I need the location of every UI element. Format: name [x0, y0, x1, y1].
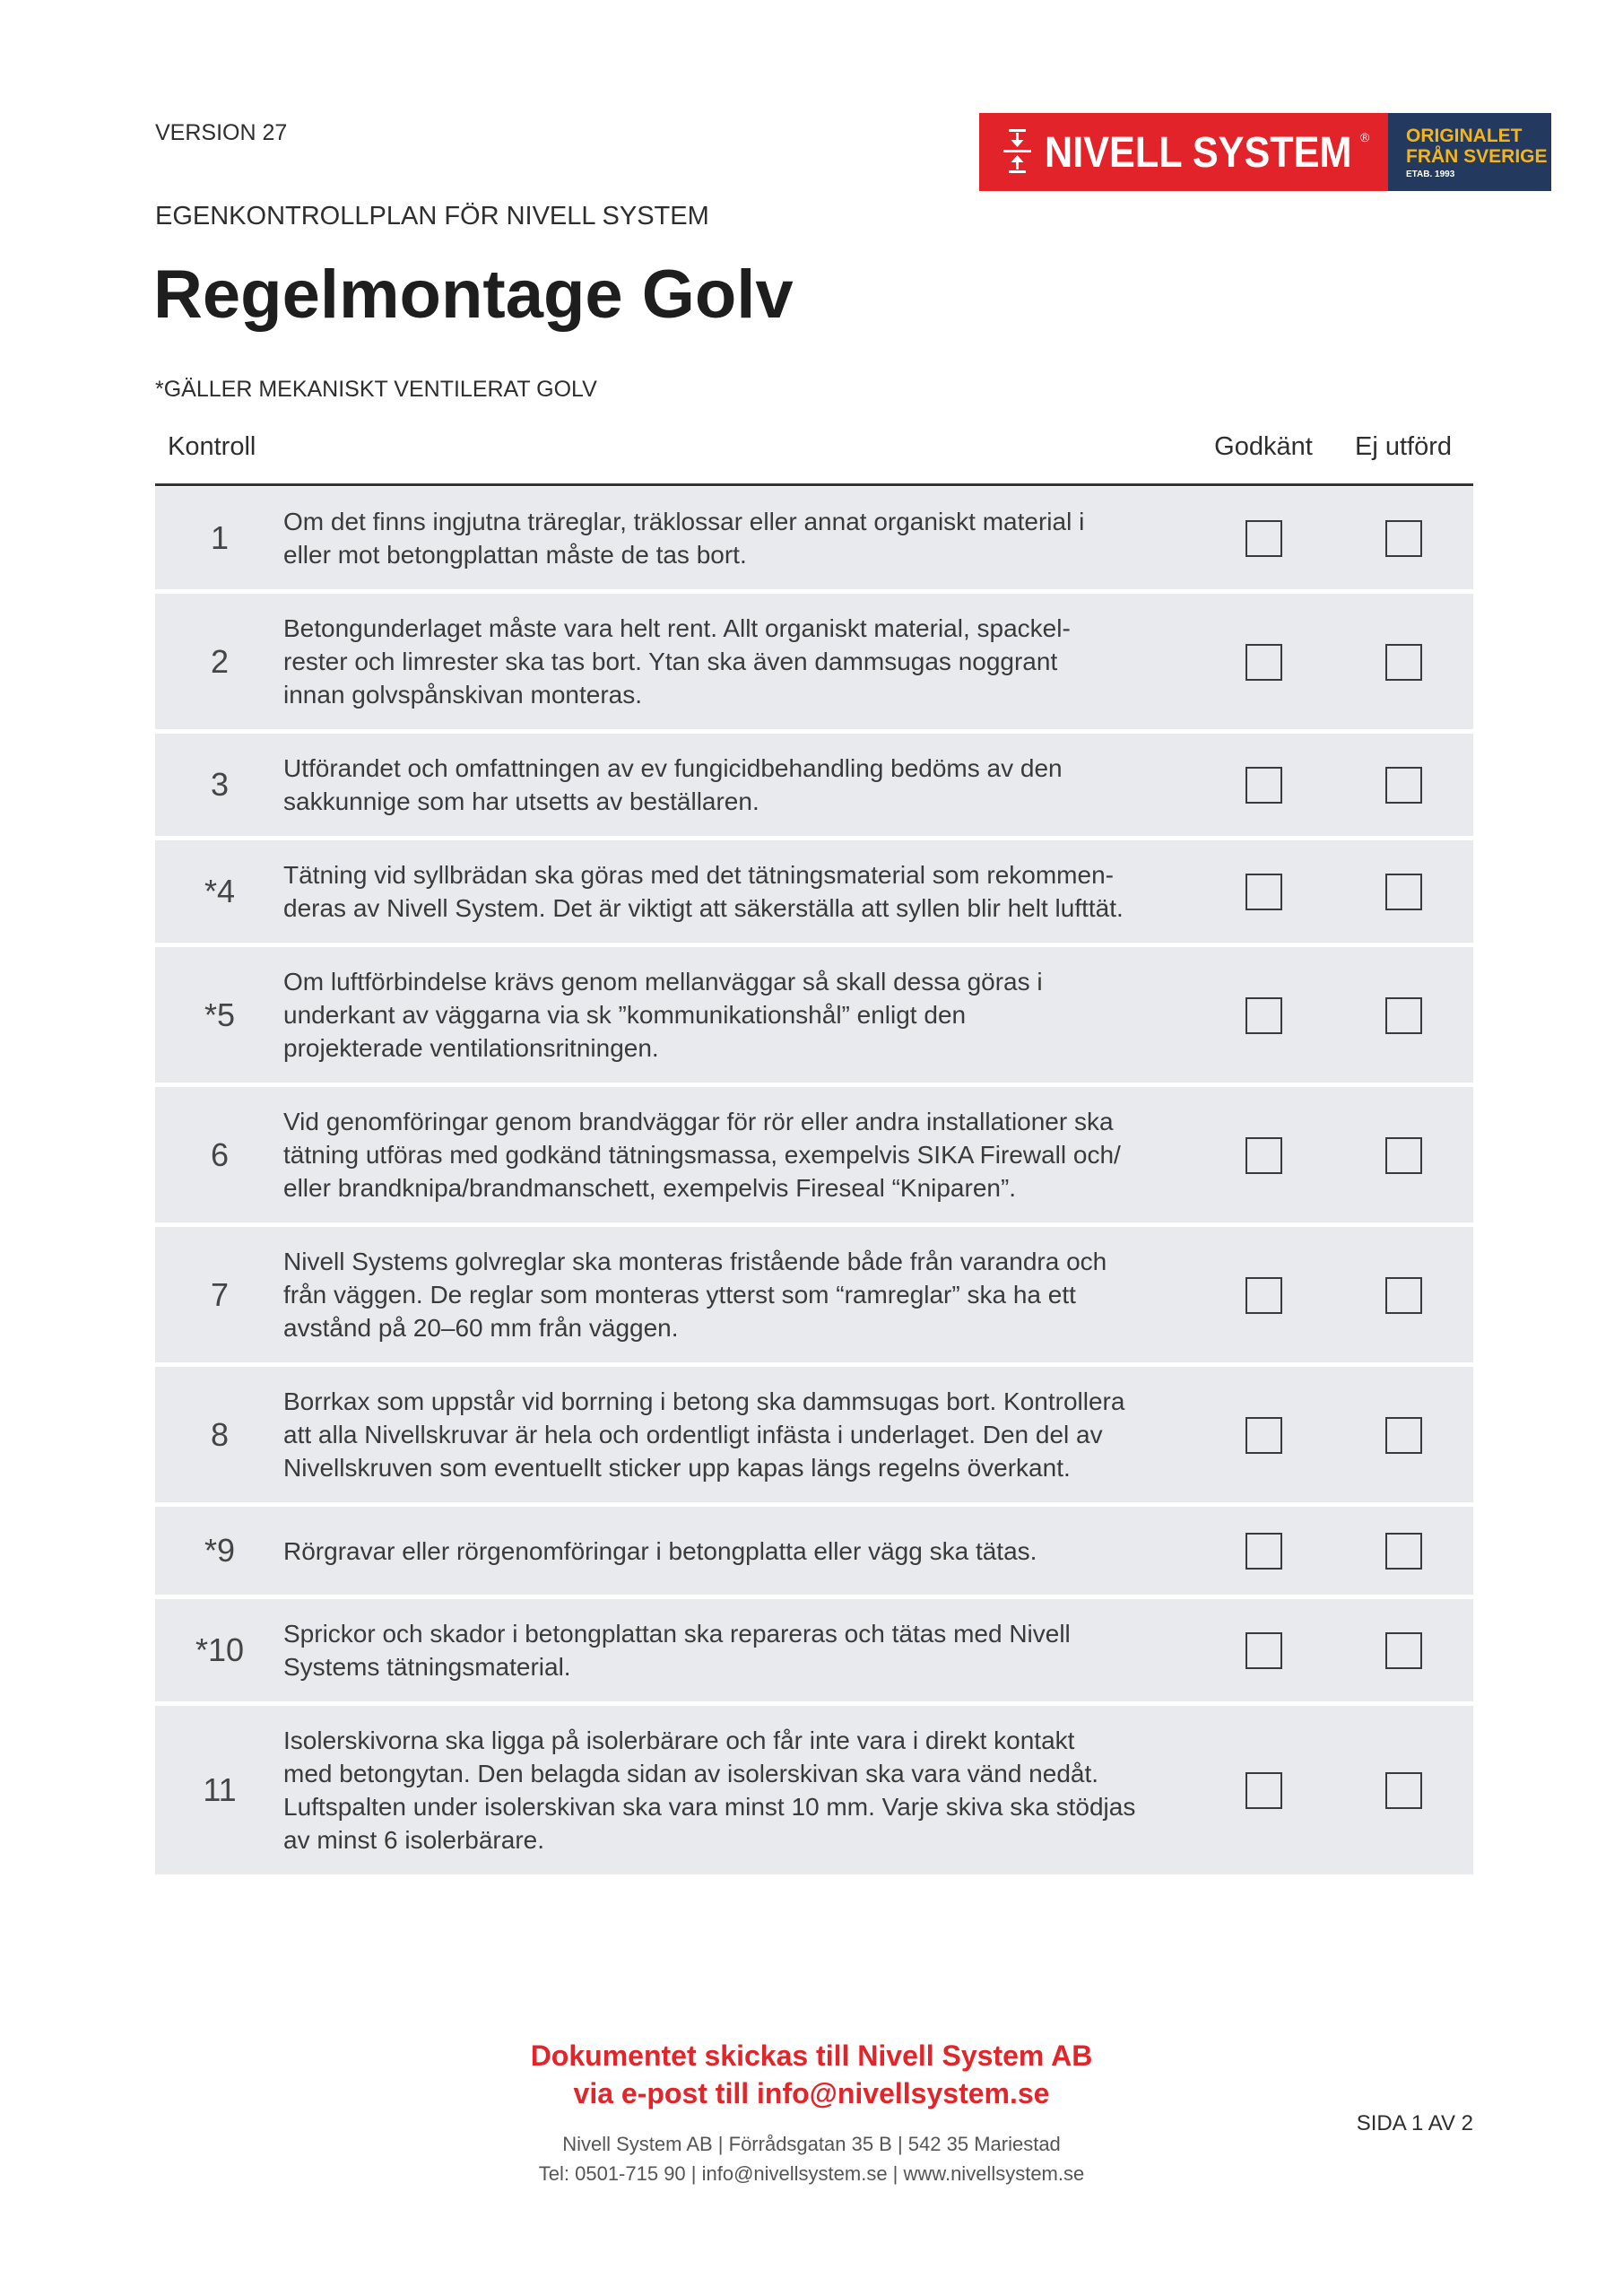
row-number: *5	[204, 996, 236, 1033]
row-text: Nivell Systems golvreglar ska monteras fristående både från varandra och från väggen. De reglar som monteras ytterst som “ramreglar” ska ha ett avstånd på 20–60 mm från väggen.	[283, 1248, 1107, 1342]
approved-checkbox[interactable]	[1245, 874, 1282, 910]
not-done-checkbox[interactable]	[1385, 1417, 1422, 1454]
logo-origin-panel	[1388, 113, 1551, 191]
row-text: Om luftförbindelse krävs genom mellanväggar så skall dessa göras i underkant av väggarna via sk ”kommunikationshål” enligt den projekterade ventilationsritningen.	[283, 968, 1043, 1062]
row-text: Rörgravar eller rörgenomföringar i betongplatta eller vägg ska tätas.	[283, 1536, 1037, 1565]
row-number: 3	[210, 766, 230, 803]
row-number: 1	[210, 519, 230, 556]
not-done-checkbox[interactable]	[1385, 1137, 1422, 1174]
approved-checkbox[interactable]	[1245, 1137, 1282, 1174]
column-header-not-done: Ej utförd	[1355, 432, 1452, 461]
logo-tagline-1: ORIGINALET	[1406, 126, 1523, 146]
not-done-checkbox[interactable]	[1385, 1533, 1422, 1570]
checklist-row	[155, 594, 1473, 729]
row-number: *4	[204, 873, 236, 909]
row-text: Tätning vid syllbrädan ska göras med det tätningsmaterial som rekommen- deras av Nivell System. Det är viktigt att säkerställa att syllen blir helt lufttät.	[283, 861, 1124, 922]
footer-address: Nivell System AB | Förrådsgatan 35 B | 542 35 Mariestad	[562, 2133, 1061, 2155]
row-text: Isolerskivorna ska ligga på isolerbärare och får inte vara i direkt kontakt med betongytan. Den belagda sidan av isolerskivan ska vara vänd nedåt. Luftspalten under isolerskivan ska vara minst 10 mm. Varje skiva ska stödjas av minst 6 isolerbärare.	[283, 1726, 1136, 1854]
row-text: Borrkax som uppstår vid borrning i betong ska dammsugas bort. Kontrollera att alla Nivellskruvar är hela och ordentligt infästa i underlaget. Den del av Nivellskruven som eventuellt sticker upp kapas längs regelns överkant.	[283, 1387, 1125, 1482]
approved-checkbox[interactable]	[1245, 1277, 1282, 1314]
approved-checkbox[interactable]	[1245, 520, 1282, 557]
not-done-checkbox[interactable]	[1385, 1277, 1422, 1314]
not-done-checkbox[interactable]	[1385, 767, 1422, 804]
submit-instructions-line-2: via e-post till info@nivellsystem.se	[573, 2077, 1050, 2109]
row-number: 6	[210, 1135, 230, 1173]
checklist-row	[155, 1507, 1473, 1595]
row-number: 2	[210, 642, 230, 680]
checklist-row	[155, 1599, 1473, 1701]
approved-checkbox[interactable]	[1245, 1772, 1282, 1809]
row-text: Om det finns ingjutna träreglar, träklossar eller annat organiskt material i eller mot betongplattan måste de tas bort.	[283, 508, 1085, 569]
approved-checkbox[interactable]	[1245, 1533, 1282, 1570]
registered-mark: ®	[1360, 130, 1370, 144]
checklist-row	[155, 1367, 1473, 1502]
row-text: Sprickor och skador i betongplattan ska repareras och tätas med Nivell Systems tätningsmaterial.	[283, 1620, 1071, 1681]
not-done-checkbox[interactable]	[1385, 520, 1422, 557]
logo-tagline-2: FRÅN SVERIGE	[1406, 146, 1548, 167]
checklist-row	[155, 840, 1473, 943]
row-number: *9	[204, 1532, 236, 1569]
page-number: SIDA 1 AV 2	[1356, 2111, 1473, 2135]
not-done-checkbox[interactable]	[1385, 644, 1422, 681]
logo-established: ETAB. 1993	[1406, 170, 1455, 179]
row-number: 7	[210, 1275, 230, 1313]
ventilated-floor-note: *GÄLLER MEKANISKT VENTILERAT GOLV	[155, 377, 597, 402]
approved-checkbox[interactable]	[1245, 767, 1282, 804]
nivell-system-logo	[979, 113, 1551, 191]
checklist-row	[155, 487, 1473, 589]
row-text: Betongunderlaget måste vara helt rent. Allt organiskt material, spackel- rester och limrester ska tas bort. Ytan ska även dammsugas noggrant innan golvspånskivan monteras.	[283, 614, 1071, 709]
row-number: *10	[195, 1631, 245, 1668]
footer-contact: Tel: 0501-715 90 | info@nivellsystem.se | www.nivellsystem.se	[538, 2162, 1085, 2185]
approved-checkbox[interactable]	[1245, 997, 1282, 1034]
approved-checkbox[interactable]	[1245, 1632, 1282, 1669]
checklist-table	[155, 487, 1473, 1879]
header-divider	[155, 483, 1473, 486]
row-text: Utförandet och omfattningen av ev fungicidbehandling bedöms av den sakkunnige som har utsetts av beställaren.	[283, 754, 1063, 815]
not-done-checkbox[interactable]	[1385, 874, 1422, 910]
page-title: Regelmontage Golv	[153, 257, 794, 333]
row-text: Vid genomföringar genom brandväggar för rör eller andra installationer ska tätning utföras med godkänd tätningsmassa, exempelvis SIKA Firewall och/ eller brandknipa/brandmanschett, exempelvis Fireseal “Kniparen”.	[283, 1108, 1121, 1202]
logo-brand-panel	[979, 113, 1388, 191]
checklist-row	[155, 1087, 1473, 1222]
submit-instructions-line-1: Dokumentet skickas till Nivell System AB	[530, 2039, 1093, 2072]
checklist-row	[155, 1706, 1473, 1874]
checklist-row	[155, 734, 1473, 836]
logo-brand-name: NIVELL SYSTEM	[1045, 129, 1352, 177]
column-header-control: Kontroll	[168, 432, 256, 461]
nivell-level-icon	[1003, 129, 1031, 173]
approved-checkbox[interactable]	[1245, 644, 1282, 681]
checklist-row	[155, 1227, 1473, 1362]
not-done-checkbox[interactable]	[1385, 1632, 1422, 1669]
row-number: 11	[203, 1771, 237, 1808]
version-label: VERSION 27	[155, 120, 288, 145]
row-number: 8	[210, 1415, 230, 1453]
checklist-row	[155, 947, 1473, 1083]
approved-checkbox[interactable]	[1245, 1417, 1282, 1454]
not-done-checkbox[interactable]	[1385, 997, 1422, 1034]
not-done-checkbox[interactable]	[1385, 1772, 1422, 1809]
document-subtitle: EGENKONTROLLPLAN FÖR NIVELL SYSTEM	[155, 202, 709, 230]
column-header-approved: Godkänt	[1214, 432, 1313, 461]
